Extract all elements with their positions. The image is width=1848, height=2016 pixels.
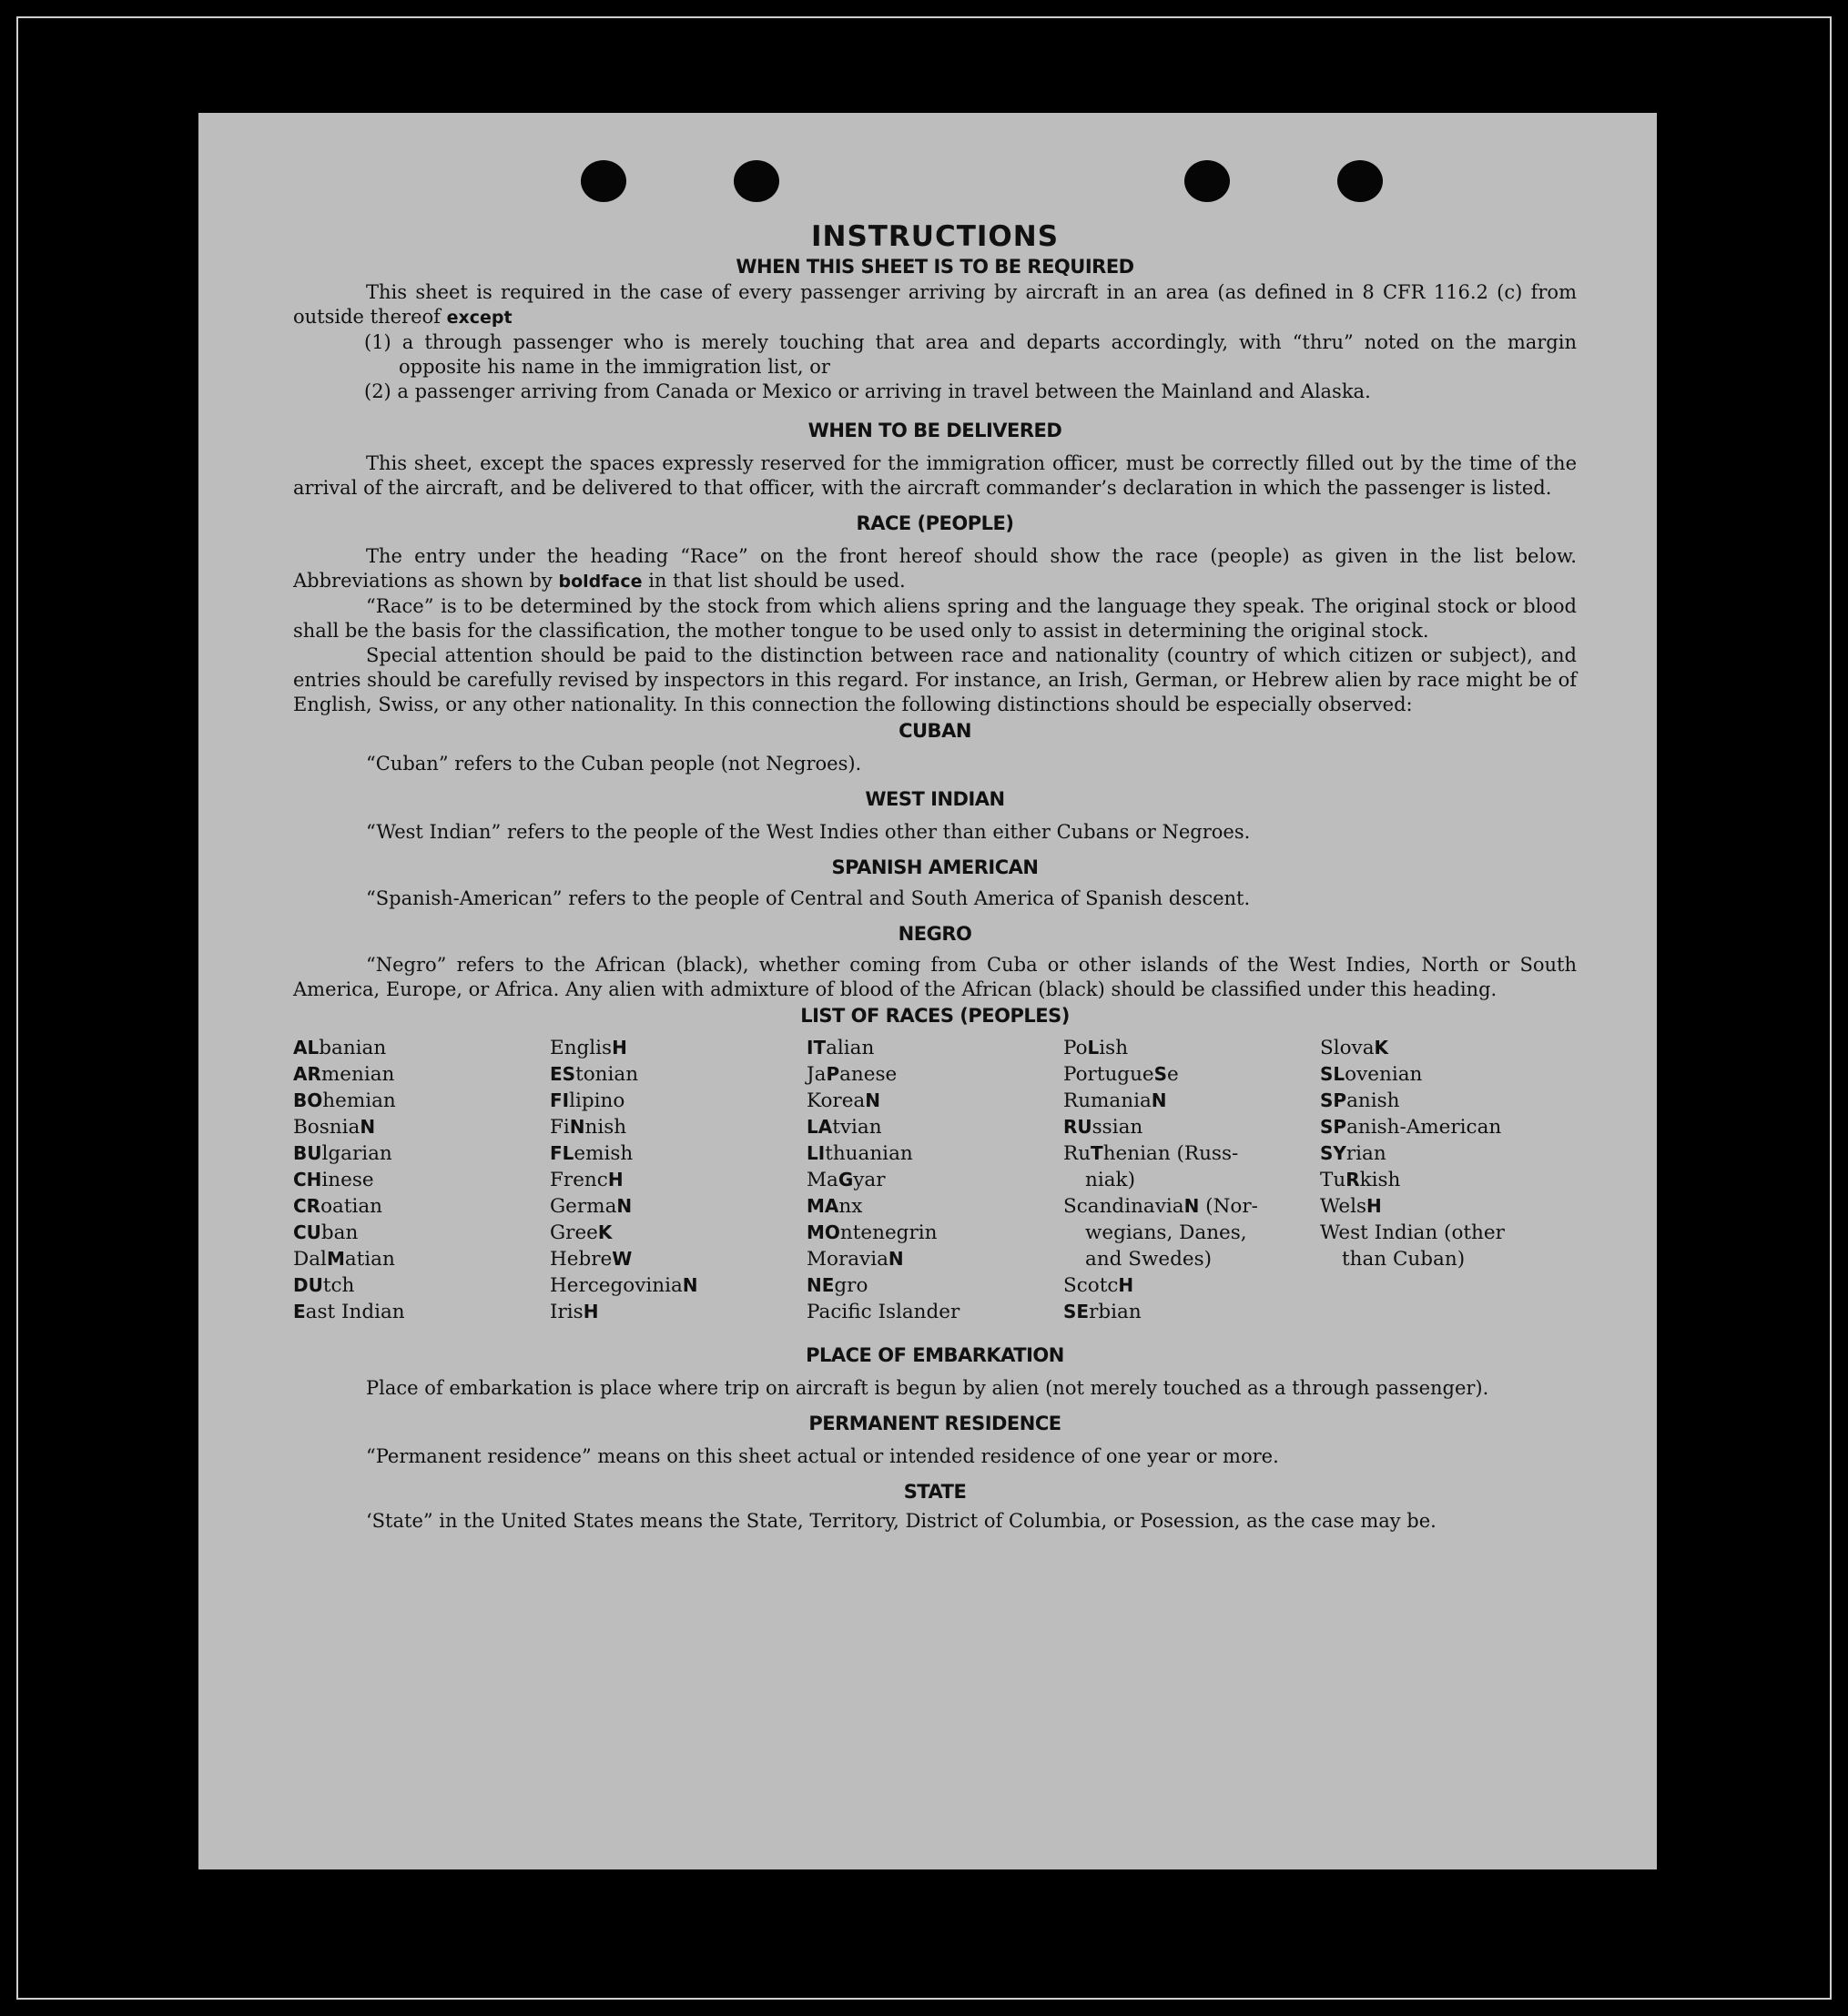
race-entry: TuRkish [1320, 1169, 1401, 1191]
heading-race: RACE (PEOPLE) [856, 512, 1014, 534]
race-entry: ScotcH [1063, 1274, 1134, 1297]
heading-state: STATE [903, 1481, 967, 1503]
race-column [550, 1035, 807, 1325]
races-list [293, 1035, 1577, 1325]
punch-hole [1337, 160, 1383, 202]
race-entry: SPanish [1320, 1089, 1400, 1112]
race-entry: SPanish-American [1320, 1116, 1502, 1139]
punch-hole [1184, 160, 1230, 202]
heading-when-delivered: WHEN TO BE DELIVERED [807, 420, 1062, 441]
required-intro: This sheet is required in the case of every passenger arriving by aircraft in an area (as defined in 8 CFR 116.2 (c) from outside thereof except [293, 281, 1577, 328]
spanish-american-text: “Spanish-American” refers to the people of Central and South America of Spanish descent. [366, 887, 1251, 909]
race-entry: EnglisH [550, 1037, 627, 1059]
race-paragraph-2: “Race” is to be determined by the stock from which aliens spring and the language they speak. The original stock or blood shall be the basis for the classification, the mother tongue to be used only to assist in determining the original stock. [293, 595, 1577, 642]
race-column [293, 1035, 550, 1325]
race-entry: and Swedes) [1085, 1248, 1213, 1271]
race-entry: HebreW [550, 1248, 633, 1271]
race-entry: RumaniaN [1063, 1089, 1167, 1112]
race-entry: FrencH [550, 1169, 624, 1191]
heading-spanish-american: SPANISH AMERICAN [831, 856, 1039, 878]
race-entry: PortugueSe [1063, 1063, 1179, 1086]
race-entry: GermaN [550, 1195, 633, 1218]
race-entry: than Cuban) [1342, 1248, 1466, 1271]
exception-2: (2) a passenger arriving from Canada or Mexico or arriving in travel between the Mainland and Alaska. [364, 380, 1371, 402]
punch-hole [734, 160, 779, 202]
race-entry: CHinese [293, 1169, 374, 1191]
race-entry: SLovenian [1320, 1063, 1423, 1086]
race-entry: SErbian [1063, 1301, 1142, 1323]
race-entry: LAtvian [807, 1116, 882, 1139]
race-entry: CUban [293, 1221, 359, 1244]
race-entry: ARmenian [293, 1063, 395, 1086]
delivered-text: This sheet, except the spaces expressly reserved for the immigration officer, must be correctly filled out by the time of the arrival of the aircraft, and be delivered to that officer, with the aircraft commander’s declaration in which the passenger is listed. [293, 452, 1577, 499]
heading-cuban: CUBAN [899, 720, 971, 742]
heading-permanent-residence: PERMANENT RESIDENCE [808, 1413, 1061, 1434]
race-entry: ITalian [807, 1037, 875, 1059]
race-entry: HercegoviniaN [550, 1274, 698, 1297]
instructions-content [293, 220, 1577, 1534]
race-entry: wegians, Danes, [1085, 1221, 1247, 1244]
punch-hole [581, 160, 626, 202]
race-entry: LIthuanian [807, 1142, 913, 1165]
race-column [807, 1035, 1063, 1325]
heading-negro: NEGRO [898, 923, 972, 945]
race-entry: NEgro [807, 1274, 868, 1297]
race-entry: West Indian (other [1320, 1221, 1505, 1244]
race-entry: FIlipino [550, 1089, 625, 1112]
state-text: ‘State” in the United States means the State, Territory, District of Columbia, or Posession, as the case may be. [366, 1510, 1437, 1532]
race-entry: JaPanese [807, 1063, 898, 1086]
west-indian-text: “West Indian” refers to the people of the West Indies other than either Cubans or Negroes. [366, 821, 1251, 843]
race-entry: Pacific Islander [807, 1301, 960, 1323]
heading-west-indian: WEST INDIAN [865, 788, 1005, 810]
race-entry: ALbanian [293, 1037, 387, 1059]
race-entry: DUtch [293, 1274, 355, 1297]
race-entry: BUlgarian [293, 1142, 392, 1165]
race-entry: PoLish [1063, 1037, 1129, 1059]
race-column [1320, 1035, 1577, 1325]
race-entry: MAnx [807, 1195, 863, 1218]
residence-text: “Permanent residence” means on this sheet actual or intended residence of one year or more. [366, 1445, 1279, 1467]
race-entry: EStonian [550, 1063, 639, 1086]
exception-1: (1) a through passenger who is merely touching that area and departs accordingly, with “thru” noted on the margin opposite his name in the immigration list, or [364, 331, 1577, 378]
race-entry: MaGyar [807, 1169, 886, 1191]
document-sheet [198, 113, 1657, 1869]
race-entry: GreeK [550, 1221, 613, 1244]
race-entry: niak) [1085, 1169, 1135, 1191]
race-entry: WelsH [1320, 1195, 1382, 1218]
negro-text: “Negro” refers to the African (black), whether coming from Cuba or other islands of the West Indies, North or South America, Europe, or Africa. Any alien with admixture of blood of the African (black) should be classified under this heading. [293, 954, 1577, 1000]
race-entry: MoraviaN [807, 1248, 904, 1271]
race-entry: ScandinaviaN (Nor- [1063, 1195, 1258, 1218]
race-entry: KoreaN [807, 1089, 880, 1112]
race-entry: DalMatian [293, 1248, 395, 1271]
race-column [1063, 1035, 1320, 1325]
race-entry: MOntenegrin [807, 1221, 938, 1244]
race-entry: FiNnish [550, 1116, 627, 1139]
race-entry: SYrian [1320, 1142, 1386, 1165]
embarkation-text: Place of embarkation is place where trip on aircraft is begun by alien (not merely touched as a through passenger). [366, 1377, 1489, 1399]
heading-list-of-races: LIST OF RACES (PEOPLES) [800, 1005, 1070, 1027]
race-paragraph-3: Special attention should be paid to the distinction between race and nationality (country of which citizen or subject), and entries should be carefully revised by inspectors in this regard. For instance, an Irish, German, or Hebrew alien by race might be of English, Swiss, or any other nationality. In this connection the following distinctions should be especially observed: [293, 644, 1577, 715]
page-title: INSTRUCTIONS [810, 220, 1060, 253]
race-entry: CRoatian [293, 1195, 383, 1218]
race-entry: RuThenian (Russ- [1063, 1142, 1239, 1165]
race-entry: BosniaN [293, 1116, 376, 1139]
race-entry: East Indian [293, 1301, 405, 1323]
heading-when-required: WHEN THIS SHEET IS TO BE REQUIRED [736, 256, 1134, 278]
cuban-text: “Cuban” refers to the Cuban people (not Negroes). [366, 753, 862, 775]
race-entry: BOhemian [293, 1089, 396, 1112]
race-entry: RUssian [1063, 1116, 1143, 1139]
race-entry: SlovaK [1320, 1037, 1389, 1059]
race-paragraph-1: The entry under the heading “Race” on the front hereof should show the race (people) as given in the list below. Abbreviations as shown by boldface in that list should be used. [293, 545, 1577, 592]
race-entry: IrisH [550, 1301, 599, 1323]
heading-embarkation: PLACE OF EMBARKATION [806, 1344, 1064, 1366]
race-entry: FLemish [550, 1142, 634, 1165]
